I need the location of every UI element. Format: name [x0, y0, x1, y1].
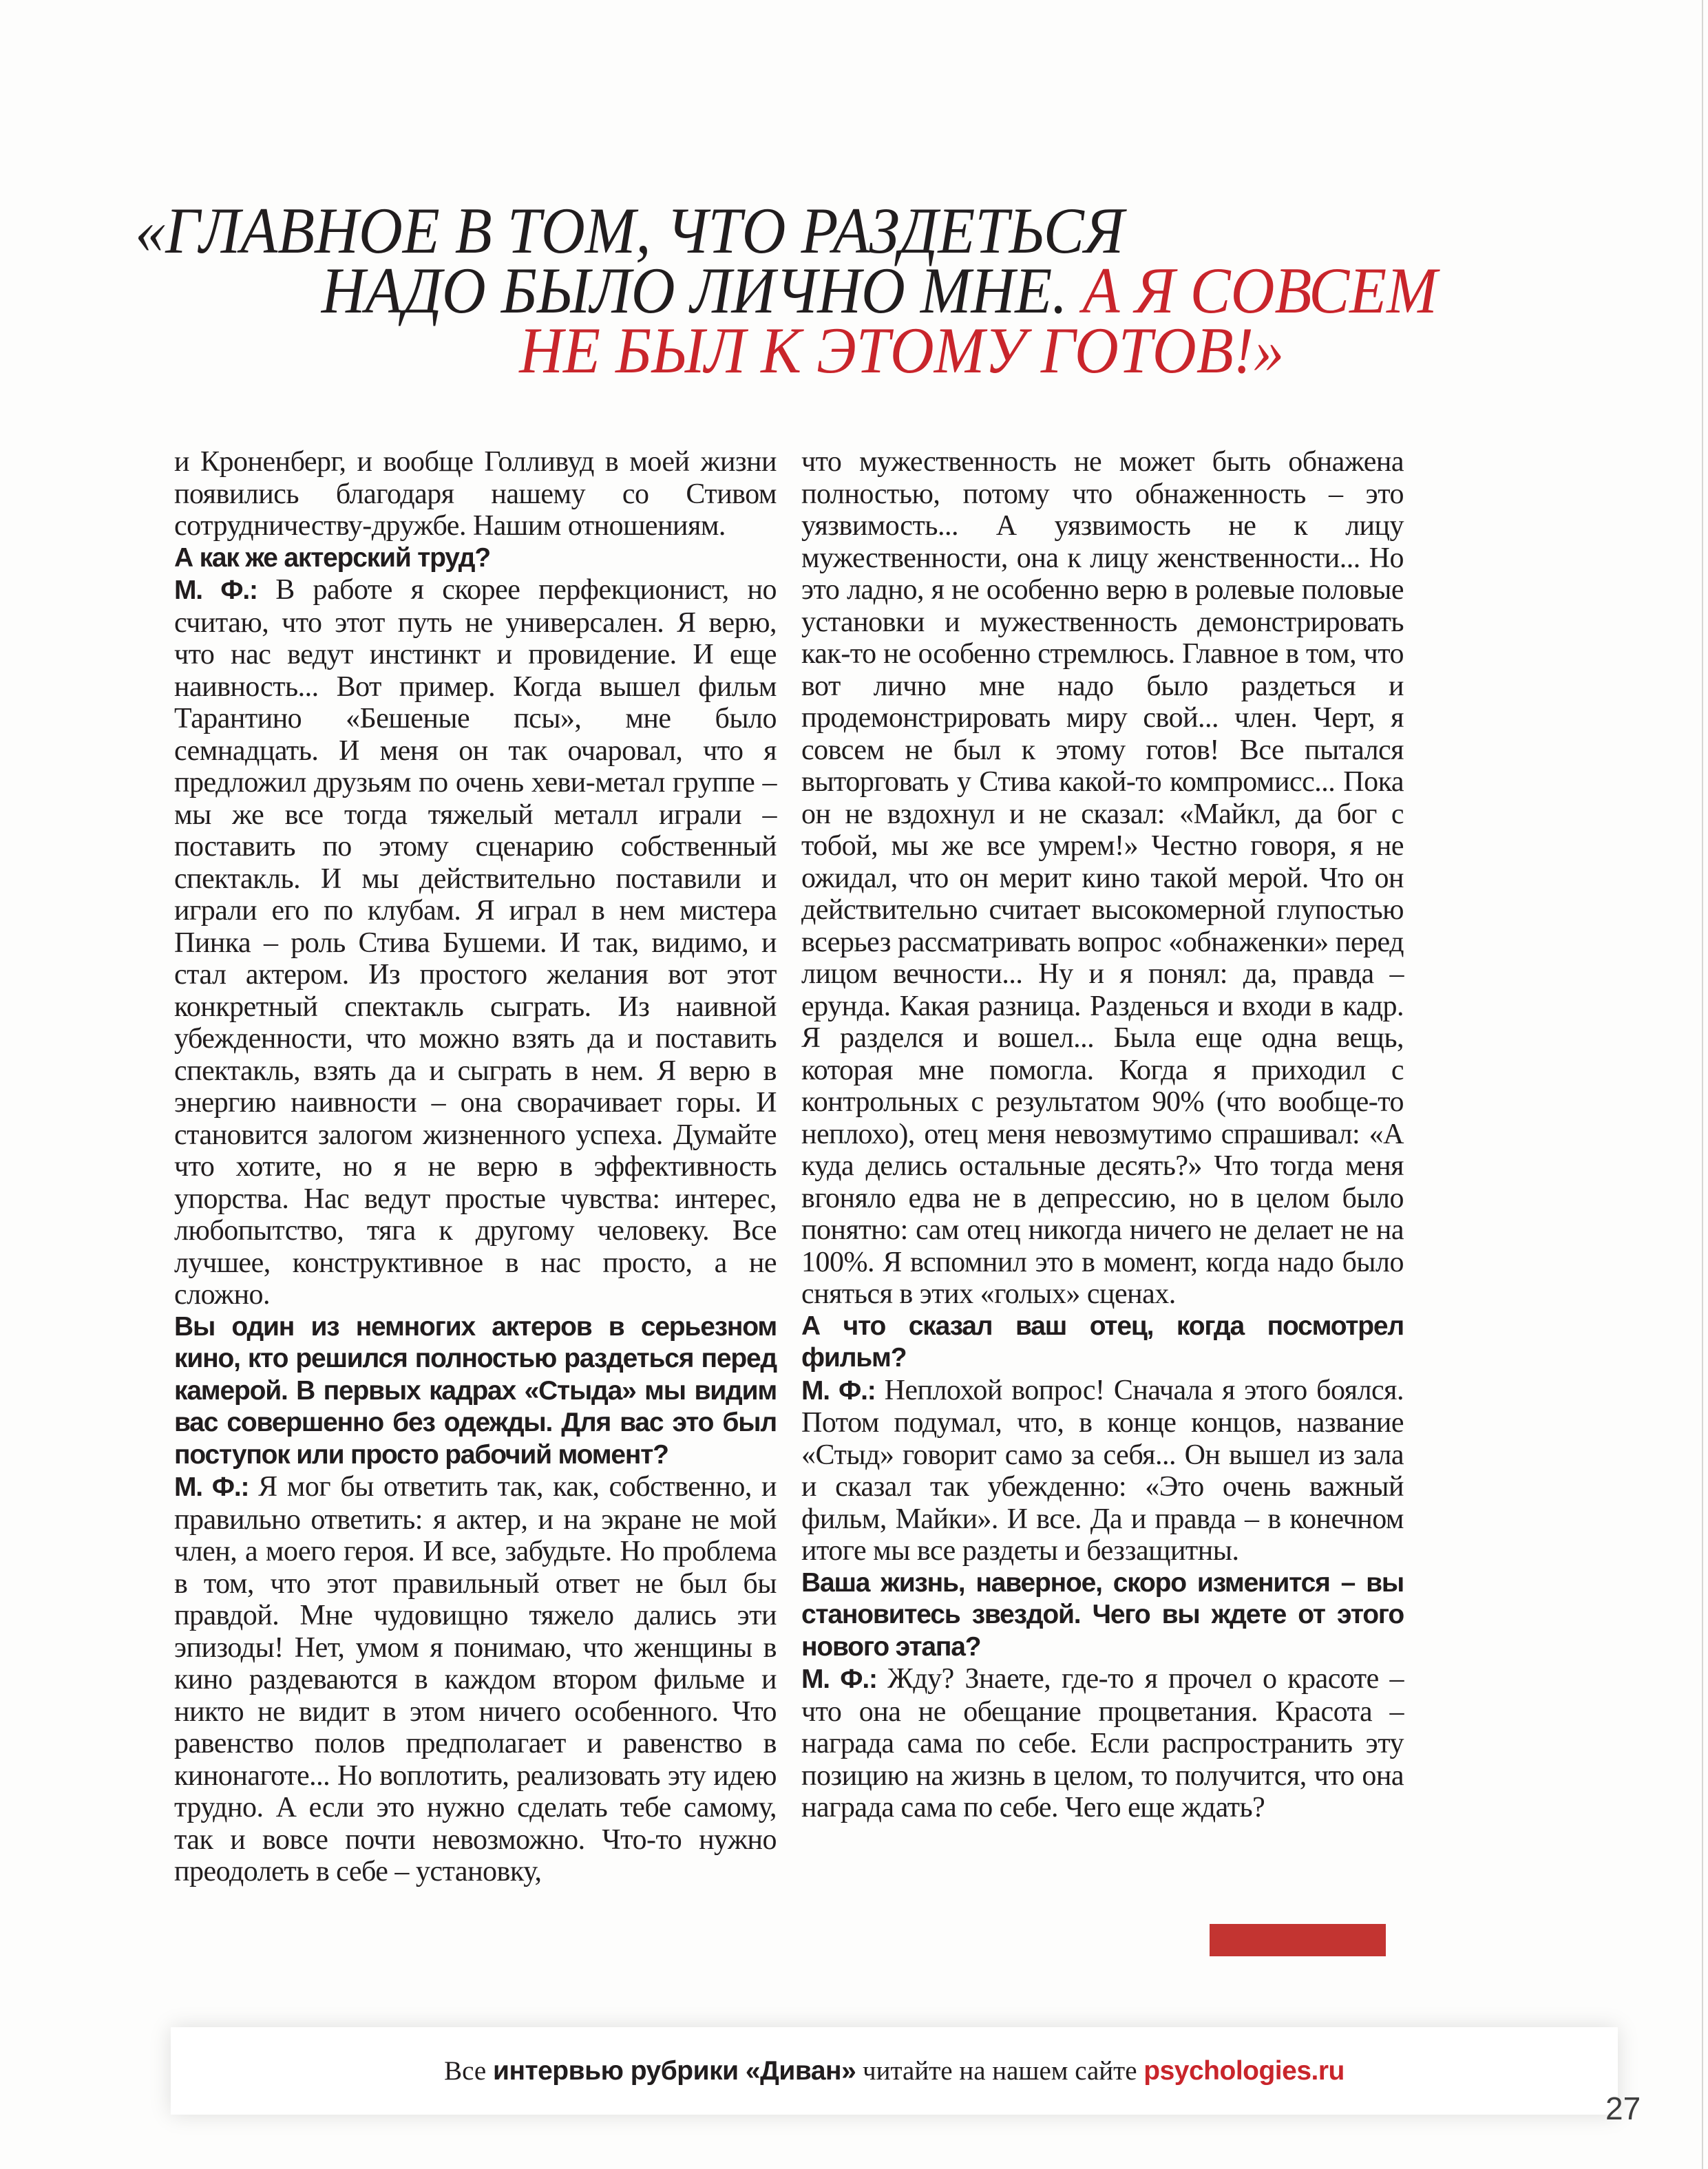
page-number: 27 — [1605, 2091, 1641, 2126]
footer-label: читайте на нашем сайте — [856, 2056, 1144, 2086]
headline — [135, 194, 1565, 387]
headline-line — [169, 254, 1590, 327]
footer-text — [444, 2055, 1345, 2086]
paragraph-text: Вы один из немногих актеров в серьезном кино, кто решился полностью раздеться перед камерой. В первых кадрах «Стыда» мы видим вас совершенно без одежды. Для вас это был поступок или просто рабочий момент? — [174, 1311, 777, 1470]
paragraph-text: Неплохой вопрос! Сначала я этого боялся. Потом подумал, что, в конце концов, название «Стыд» говорит само за себя... Он вышел из зала и сказал так убежденно: «Это очень важный фильм, Майки». И все. Да и правда – в конечном итоге мы все раздеты и беззащитны. — [801, 1374, 1404, 1567]
headline-line — [0, 194, 1340, 267]
paragraph-text: А как же актерский труд? — [174, 542, 490, 573]
column-left — [174, 446, 777, 1888]
interview-question — [174, 1311, 777, 1472]
interview-answer — [801, 1375, 1404, 1567]
paragraph-text: В работе я скорее перфекционист, но считаю, что этот путь не универсален. Я верю, что нас ведут инстинкт и провидение. И еще наивность... Вот пример. Когда вышел фильм Тарантино «Бешеные псы», мне было семнадцать. И меня он так очаровал, что я предложил друзьям по очень хеви-метал группе – мы же все тогда тяжелый металл играли – поставить по этому сценарию собственный спектакль. И мы действительно поставили и играли его по клубам. Я играл в нем мистера Пинка – роль Стива Бушеми. И так, видимо, и стал актером. Из простого желания вот этот конкретный спектакль сыграть. Из наивной убежденности, что можно взять да и поставить спектакль, взять да и сыграть в нем. Я верю в энергию наивности – она сворачивает горы. И становится залогом жизненного успеха. Думайте что хотите, но я не верю в эффективность упорства. Нас ведут простые чувства: интерес, любопытство, тяга к другому человеку. Все лучшее, конструктивное в нас просто, а не сложно. — [174, 574, 777, 1311]
interview-answer — [174, 1471, 777, 1888]
column-right — [801, 446, 1404, 1888]
interview-question — [801, 1311, 1404, 1375]
interview-question — [801, 1567, 1404, 1664]
interview-answer — [174, 574, 777, 1311]
speaker-label: М. Ф.: — [174, 1472, 259, 1502]
paragraph-text: Жду? Знаете, где-то я прочел о красоте – что она не обещание процветания. Красота – награда сама по себе. Если распространить эту позицию на жизнь в целом, то получится, что она награда сама по себе. Чего еще ждать? — [801, 1663, 1404, 1823]
headline-text: НАДО БЫЛО ЛИЧНО МНЕ. — [321, 254, 1083, 327]
page-edge-line — [1702, 0, 1703, 2169]
footer-strip — [171, 2027, 1618, 2115]
interview-answer — [801, 1663, 1404, 1824]
paragraph-text: А что сказал ваш отец, когда посмотрел фильм? — [801, 1311, 1404, 1373]
headline-text-red: НЕ БЫЛ К ЭТОМУ ГОТОВ!» — [519, 314, 1285, 387]
interview-answer — [174, 446, 777, 542]
red-bar-decoration — [1210, 1924, 1386, 1956]
headline-text-red: А Я СОВСЕМ — [1082, 254, 1437, 327]
paragraph-text: Я мог бы ответить так, как, собственно, и правильно ответить: я актер, и на экране не мой член, а моего героя. И все, забудьте. Но проблема в том, что этот правильный ответ не был бы правдой. Мне чудовищно тяжело дались эти эпизоды! Нет, умом я понимаю, что женщины в кино раздеваются в каждом втором фильме и никто не видит в этом ничего особенного. Что равенство полов предполагает и равенство в кинонаготе... Но воплотить, реализовать эту идею трудно. А если это нужно сделать тебе самому, так и вовсе почти невозможно. Что-то нужно преодолеть в себе – установку, — [174, 1471, 777, 1887]
headline-text: «ГЛАВНОЕ В ТОМ, ЧТО РАЗДЕТЬСЯ — [135, 194, 1124, 267]
paragraph-text: и Кроненберг, и вообще Голливуд в моей жизни появились благодаря нашему со Стивом сотрудничеству-дружбе. Нашим отношениям. — [174, 446, 777, 542]
interview-answer — [801, 446, 1404, 1311]
article-body — [174, 446, 1404, 1888]
speaker-label: М. Ф.: — [801, 1664, 888, 1694]
paragraph-text: Ваша жизнь, наверное, скоро изменится – вы становитесь звездой. Чего вы ждете от этого нового этапа? — [801, 1567, 1404, 1662]
paragraph-text: что мужественность не может быть обнажена полностью, потому что обнаженность – это уязвимость... А уязвимость не к лицу мужественности, она к лицу женственности... Но это ладно, я не особенно верю в ролевые половые установки и мужественность демонстрировать как-то не особенно стремлюсь. Главное в том, что вот лично мне надо было раздеться и продемонстрировать миру свой... член. Черт, я совсем не был к этому готов! Все пытался выторговать у Стива какой-то компромисс... Пока он не вздохнул и не сказал: «Майкл, да бог с тобой, мы же все умрем!» Честно говоря, я не ожидал, что он мерит кино такой мерой. Что он действительно считает высокомерной глупостью всерьез рассматривать вопрос «обнаженки» перед лицом вечности... Ну и я понял: да, правда – ерунда. Какая разница. Разденься и входи в кадр. Я разделся и вошел... Была еще одна вещь, которая мне помогла. Когда я приходил с контрольных с результатом 90% (что вообще-то неплохо), отец меня невозмутимо спрашивал: «А куда делись остальные десять?» Что тогда меня вгоняло едва не в депрессию, но в целом было понятно: сам отец никогда ничего не делает не на 100%. Я вспомнил это в момент, когда надо было сняться в этих «голых» сценах. — [801, 446, 1404, 1310]
site-link[interactable]: psychologies.ru — [1143, 2056, 1345, 2086]
speaker-label: М. Ф.: — [801, 1375, 885, 1406]
footer-label: интервью рубрики «Диван» — [492, 2056, 856, 2086]
headline-line — [191, 314, 1612, 387]
speaker-label: М. Ф.: — [174, 575, 276, 605]
footer-label: Все — [444, 2056, 493, 2086]
interview-question — [174, 542, 777, 575]
